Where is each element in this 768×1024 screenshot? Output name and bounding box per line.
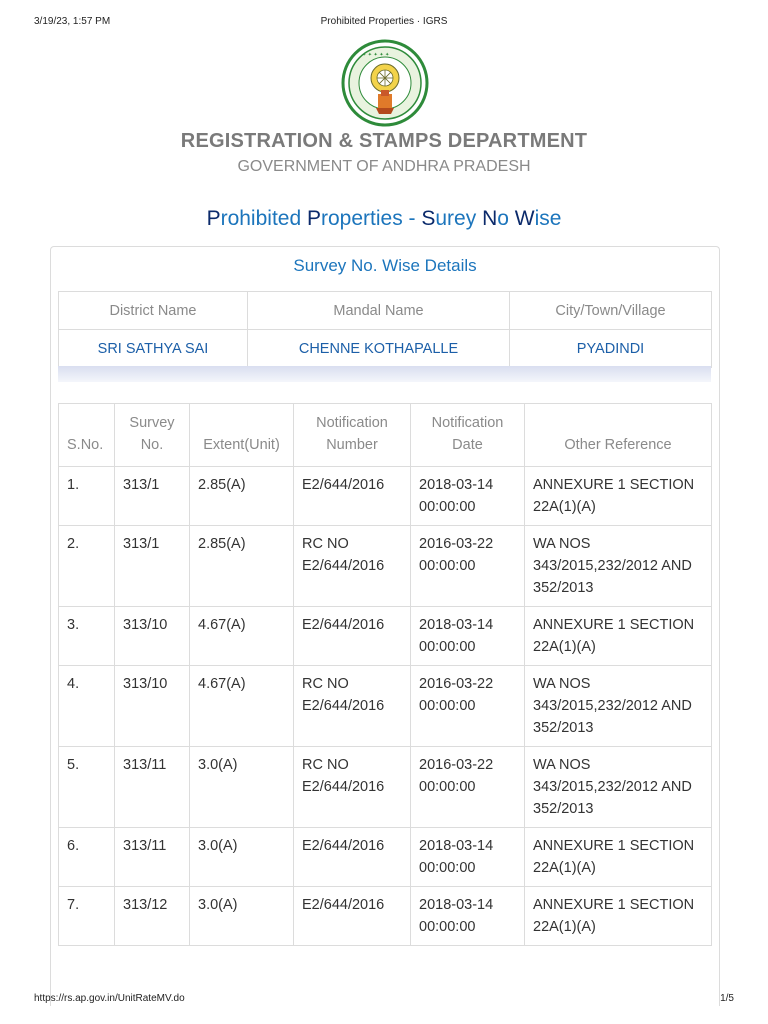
extent-cell: 4.67(A) [190,607,294,666]
survey-no-header: Survey No. [115,404,190,467]
notification-date-cell: 2018-03-14 00:00:00 [411,607,525,666]
notification-number-cell: RC NO E2/644/2016 [294,666,411,747]
notification-date-cell: 2018-03-14 00:00:00 [411,467,525,526]
records-table [58,403,712,946]
survey-cell: 313/1 [115,467,190,526]
notification-date-cell: 2018-03-14 00:00:00 [411,887,525,946]
extent-cell: 3.0(A) [190,887,294,946]
table-row [59,467,712,526]
extent-header: Extent(Unit) [190,404,294,467]
notification-date-header: Notification Date [411,404,525,467]
heading-part-cap: P [306,207,321,230]
extent-cell: 3.0(A) [190,747,294,828]
notification-date-cell: 2018-03-14 00:00:00 [411,828,525,887]
location-header-row [59,292,712,330]
table-row [59,828,712,887]
notification-number-cell: RC NO E2/644/2016 [294,747,411,828]
svg-text:✦ ✦ ✦ ✦ ✦: ✦ ✦ ✦ ✦ ✦ [362,52,390,58]
table-row [59,607,712,666]
heading-part-rest: rohibited [220,207,307,230]
print-footer [34,993,734,1007]
table-row [59,747,712,828]
district-name-value: SRI SATHYA SAI [59,330,248,368]
other-reference-header: Other Reference [525,404,712,467]
location-table [58,291,712,368]
survey-cell: 313/1 [115,526,190,607]
heading-part-rest: roperties - [320,207,422,230]
table-row [59,526,712,607]
survey-cell: 313/11 [115,828,190,887]
heading-part-rest: urey [435,207,483,230]
mandal-name-value: CHENNE KOTHAPALLE [248,330,510,368]
print-page-title: Prohibited Properties · IGRS [320,16,448,27]
other-reference-cell: ANNEXURE 1 SECTION 22A(1)(A) [525,467,712,526]
survey-cell: 313/12 [115,887,190,946]
government-seal-icon [340,38,430,128]
records-header-row [59,404,712,467]
print-header [34,16,734,30]
extent-cell: 4.67(A) [190,666,294,747]
extent-cell: 3.0(A) [190,828,294,887]
sno-header: S.No. [59,404,115,467]
survey-cell: 313/10 [115,607,190,666]
sno-cell: 6. [59,828,115,887]
survey-cell: 313/11 [115,747,190,828]
page-url: https://rs.ap.gov.in/UnitRateMV.do [34,993,185,1004]
other-reference-cell: WA NOS 343/2015,232/2012 AND 352/2013 [525,747,712,828]
sno-cell: 7. [59,887,115,946]
page-heading [0,207,768,231]
sno-cell: 1. [59,467,115,526]
panel-title: Survey No. Wise Details [293,256,477,275]
heading-part-rest: o [497,207,515,230]
extent-cell: 2.85(A) [190,526,294,607]
district-name-header: District Name [59,292,248,330]
village-value: PYADINDI [510,330,712,368]
location-value-row [59,330,712,368]
department-title: REGISTRATION & STAMPS DEPARTMENT [180,130,588,152]
notification-date-cell: 2016-03-22 00:00:00 [411,666,525,747]
notification-number-cell: E2/644/2016 [294,887,411,946]
heading-part-cap: P [206,207,221,230]
location-table-shadow [58,366,711,382]
heading-part-cap: S [421,207,436,230]
sno-cell: 5. [59,747,115,828]
notification-number-cell: E2/644/2016 [294,467,411,526]
notification-number-cell: RC NO E2/644/2016 [294,526,411,607]
survey-cell: 313/10 [115,666,190,747]
village-header: City/Town/Village [510,292,712,330]
page-number: 1/5 [720,993,734,1004]
heading-part-cap: W [514,207,535,230]
other-reference-cell: ANNEXURE 1 SECTION 22A(1)(A) [525,607,712,666]
table-row [59,666,712,747]
notification-date-cell: 2016-03-22 00:00:00 [411,526,525,607]
sno-cell: 4. [59,666,115,747]
department-subtitle: GOVERNMENT OF ANDHRA PRADESH [237,158,531,175]
notification-date-cell: 2016-03-22 00:00:00 [411,747,525,828]
print-datetime: 3/19/23, 1:57 PM [34,16,111,27]
notification-number-header: Notification Number [294,404,411,467]
heading-part-rest: ise [534,207,562,230]
other-reference-cell: WA NOS 343/2015,232/2012 AND 352/2013 [525,526,712,607]
notification-number-cell: E2/644/2016 [294,607,411,666]
notification-number-cell: E2/644/2016 [294,828,411,887]
extent-cell: 2.85(A) [190,467,294,526]
other-reference-cell: ANNEXURE 1 SECTION 22A(1)(A) [525,828,712,887]
other-reference-cell: ANNEXURE 1 SECTION 22A(1)(A) [525,887,712,946]
sno-cell: 3. [59,607,115,666]
sno-cell: 2. [59,526,115,607]
table-row [59,887,712,946]
mandal-name-header: Mandal Name [248,292,510,330]
heading-part-cap: N [482,207,498,230]
other-reference-cell: WA NOS 343/2015,232/2012 AND 352/2013 [525,666,712,747]
